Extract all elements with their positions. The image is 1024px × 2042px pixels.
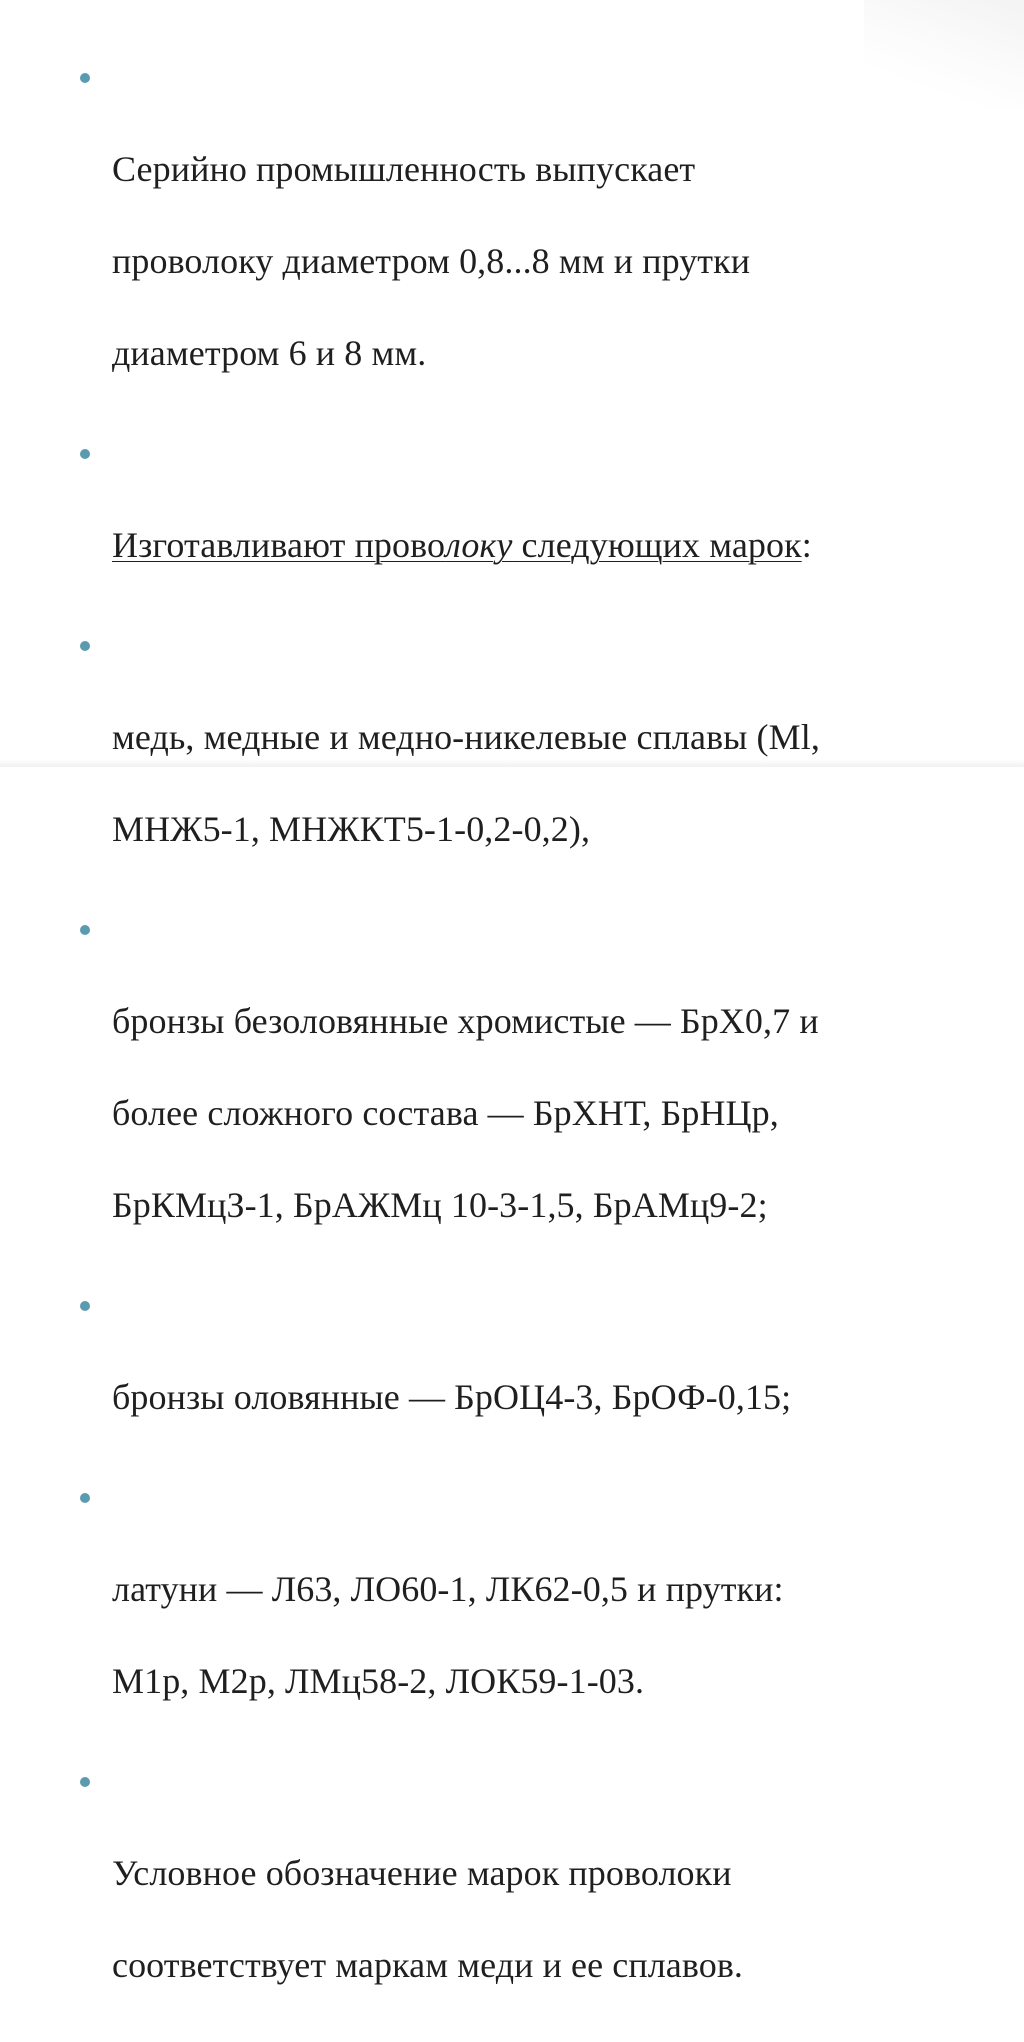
bullet-line xyxy=(112,522,978,568)
bullet-line: латуни — Л63, ЛО60-1, ЛК62-0,5 и прутки: xyxy=(112,1569,784,1609)
bullet-line: более сложного состава — БрХНТ, БрНЦр, xyxy=(112,1093,779,1133)
bullet-dot-icon xyxy=(80,1493,90,1503)
bullet-item-tin-bronze xyxy=(78,1282,978,1466)
bullet-dot-icon xyxy=(80,641,90,651)
bullet-line: диаметром 6 и 8 мм. xyxy=(112,333,427,373)
bullet-dot-icon xyxy=(80,1301,90,1311)
bullet-dot-icon xyxy=(80,1777,90,1787)
bullet-line: БрКМцЗ-1, БрАЖМц 10-3-1,5, БрАМц9-2; xyxy=(112,1185,768,1225)
bullet-item-copper xyxy=(78,622,978,898)
bullet-item-brass xyxy=(78,1474,978,1750)
bullet-line: Серийно промышленность выпускает xyxy=(112,149,696,189)
bullet-dot-icon xyxy=(80,449,90,459)
bullet-line: М1р, М2р, ЛМц58-2, ЛОК59-1-03. xyxy=(112,1661,645,1701)
bullet-line: медь, медные и медно-никелевые сплавы (Ml, xyxy=(112,717,820,757)
heading-italic-part: локу xyxy=(445,525,513,565)
bullet-item-tinless-bronze xyxy=(78,906,978,1274)
bullet-line: проволоку диаметром 0,8...8 мм и прутки xyxy=(112,241,751,281)
bullet-item-designation xyxy=(78,1758,978,2034)
heading-underlined-part: Изготавливают прово xyxy=(112,525,446,565)
bullet-dot-icon xyxy=(80,925,90,935)
bullet-line: бронзы безоловянные хромистые — БрХ0,7 и xyxy=(112,1001,819,1041)
bullet-line: Условное обозначение марок проволоки xyxy=(112,1853,732,1893)
bullet-item-grades-heading xyxy=(78,430,978,614)
bullet-line: бронзы оловянные — БрОЦ4-3, БрОФ-0,15; xyxy=(112,1377,792,1417)
heading-underlined-part: следующих марок xyxy=(512,525,802,565)
heading-colon: : xyxy=(801,525,812,565)
bullet-line: МНЖ5-1, МНЖКТ5-1-0,2-0,2), xyxy=(112,809,591,849)
bullet-dot-icon xyxy=(80,73,90,83)
bullet-item-production xyxy=(78,54,978,422)
bullet-line: соответствует маркам меди и ее сплавов. xyxy=(112,1945,744,1985)
bullet-list xyxy=(78,54,978,2042)
